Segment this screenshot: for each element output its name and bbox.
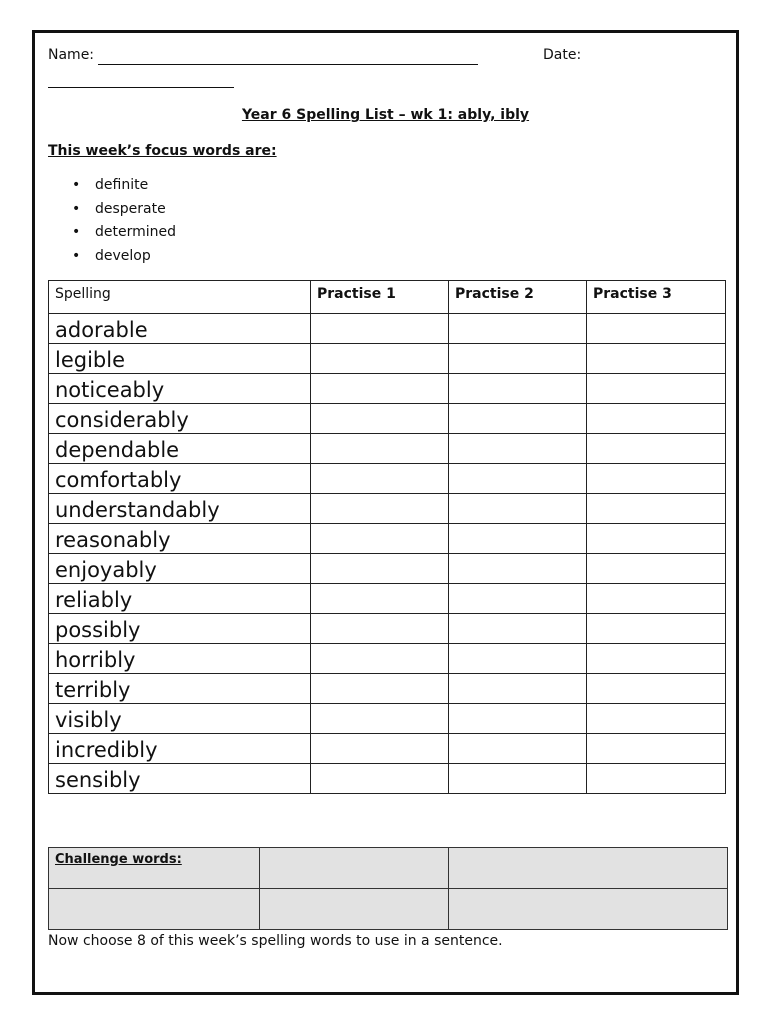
spelling-word: enjoyably	[49, 554, 311, 584]
practise-1-cell[interactable]	[311, 524, 449, 554]
practise-2-cell[interactable]	[449, 434, 587, 464]
spelling-word: dependable	[49, 434, 311, 464]
practise-3-cell[interactable]	[587, 524, 726, 554]
practise-3-cell[interactable]	[587, 374, 726, 404]
table-row	[49, 314, 726, 344]
spelling-word: considerably	[49, 404, 311, 434]
challenge-cell[interactable]	[260, 848, 449, 889]
practise-2-cell[interactable]	[449, 374, 587, 404]
table-row	[49, 434, 726, 464]
practise-3-cell[interactable]	[587, 554, 726, 584]
practise-2-cell[interactable]	[449, 614, 587, 644]
table-row	[49, 464, 726, 494]
practise-1-cell[interactable]	[311, 344, 449, 374]
practise-1-cell[interactable]	[311, 584, 449, 614]
header-practise-1: Practise 1	[311, 281, 449, 314]
table-row	[49, 614, 726, 644]
practise-3-cell[interactable]	[587, 614, 726, 644]
practise-3-cell[interactable]	[587, 584, 726, 614]
challenge-row	[49, 848, 728, 889]
header-practise-3: Practise 3	[587, 281, 726, 314]
practise-3-cell[interactable]	[587, 494, 726, 524]
practise-2-cell[interactable]	[449, 644, 587, 674]
spelling-word: sensibly	[49, 764, 311, 794]
spelling-word: horribly	[49, 644, 311, 674]
practise-3-cell[interactable]	[587, 704, 726, 734]
practise-2-cell[interactable]	[449, 314, 587, 344]
table-row	[49, 764, 726, 794]
table-row	[49, 374, 726, 404]
practise-2-cell[interactable]	[449, 554, 587, 584]
practise-2-cell[interactable]	[449, 674, 587, 704]
challenge-cell[interactable]	[49, 889, 260, 930]
date-label: Date:	[543, 47, 582, 63]
table-header-row	[49, 281, 726, 314]
focus-word: • definite	[72, 177, 176, 201]
table-row	[49, 584, 726, 614]
spelling-word: terribly	[49, 674, 311, 704]
spelling-table-body	[49, 314, 726, 794]
challenge-cell[interactable]	[449, 889, 728, 930]
header-spelling: Spelling	[49, 281, 311, 314]
practise-1-cell[interactable]	[311, 374, 449, 404]
focus-word-list	[72, 177, 176, 271]
practise-1-cell[interactable]	[311, 734, 449, 764]
worksheet-frame	[32, 30, 739, 995]
practise-2-cell[interactable]	[449, 524, 587, 554]
practise-1-cell[interactable]	[311, 674, 449, 704]
practise-3-cell[interactable]	[587, 464, 726, 494]
table-row	[49, 404, 726, 434]
spelling-word: legible	[49, 344, 311, 374]
name-label: Name:	[48, 47, 95, 63]
spelling-word: noticeably	[49, 374, 311, 404]
practise-3-cell[interactable]	[587, 764, 726, 794]
practise-2-cell[interactable]	[449, 584, 587, 614]
practise-1-cell[interactable]	[311, 704, 449, 734]
page-title: Year 6 Spelling List – wk 1: ably, ibly	[241, 107, 530, 123]
practise-3-cell[interactable]	[587, 404, 726, 434]
practise-1-cell[interactable]	[311, 614, 449, 644]
focus-word: • desperate	[72, 201, 176, 225]
spelling-word: incredibly	[49, 734, 311, 764]
practise-2-cell[interactable]	[449, 494, 587, 524]
name-line[interactable]	[98, 64, 478, 65]
challenge-cell[interactable]	[260, 889, 449, 930]
practise-3-cell[interactable]	[587, 344, 726, 374]
header-practise-2: Practise 2	[449, 281, 587, 314]
challenge-label-cell	[49, 848, 260, 889]
table-row	[49, 644, 726, 674]
spelling-table	[48, 280, 726, 794]
date-line[interactable]	[48, 87, 234, 88]
challenge-table	[48, 847, 728, 930]
table-row	[49, 524, 726, 554]
practise-3-cell[interactable]	[587, 434, 726, 464]
table-row	[49, 344, 726, 374]
challenge-label: Challenge words:	[55, 852, 182, 867]
practise-1-cell[interactable]	[311, 764, 449, 794]
practise-3-cell[interactable]	[587, 674, 726, 704]
practise-3-cell[interactable]	[587, 644, 726, 674]
table-row	[49, 554, 726, 584]
practise-2-cell[interactable]	[449, 404, 587, 434]
practise-3-cell[interactable]	[587, 734, 726, 764]
practise-2-cell[interactable]	[449, 764, 587, 794]
spelling-word: possibly	[49, 614, 311, 644]
table-row	[49, 734, 726, 764]
practise-1-cell[interactable]	[311, 464, 449, 494]
focus-heading: This week’s focus words are:	[48, 143, 277, 159]
practise-1-cell[interactable]	[311, 404, 449, 434]
practise-1-cell[interactable]	[311, 434, 449, 464]
focus-word: • determined	[72, 224, 176, 248]
sentence-instruction: Now choose 8 of this week’s spelling words to use in a sentence.	[48, 933, 503, 949]
challenge-row	[49, 889, 728, 930]
practise-1-cell[interactable]	[311, 644, 449, 674]
spelling-word: reasonably	[49, 524, 311, 554]
table-row	[49, 704, 726, 734]
spelling-word: comfortably	[49, 464, 311, 494]
spelling-word: visibly	[49, 704, 311, 734]
practise-1-cell[interactable]	[311, 554, 449, 584]
practise-2-cell[interactable]	[449, 464, 587, 494]
focus-word: • develop	[72, 248, 176, 272]
practise-1-cell[interactable]	[311, 314, 449, 344]
spelling-word: adorable	[49, 314, 311, 344]
practise-1-cell[interactable]	[311, 494, 449, 524]
challenge-cell[interactable]	[449, 848, 728, 889]
spelling-word: reliably	[49, 584, 311, 614]
practise-3-cell[interactable]	[587, 314, 726, 344]
practise-2-cell[interactable]	[449, 704, 587, 734]
practise-2-cell[interactable]	[449, 734, 587, 764]
table-row	[49, 494, 726, 524]
table-row	[49, 674, 726, 704]
spelling-word: understandably	[49, 494, 311, 524]
practise-2-cell[interactable]	[449, 344, 587, 374]
